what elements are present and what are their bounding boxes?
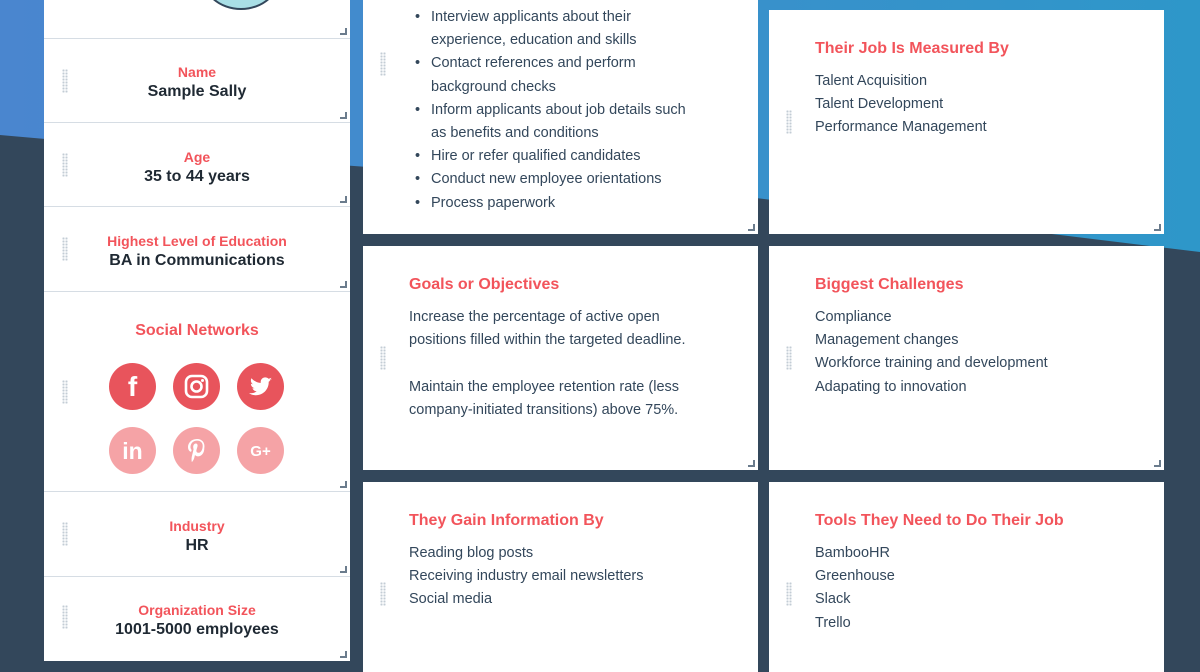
list-item: Compliance: [815, 309, 892, 325]
text-line: [409, 352, 685, 375]
list-item: Slack: [815, 591, 851, 608]
profile-field-industry: [44, 491, 350, 576]
drag-handle[interactable]: [62, 380, 68, 404]
field-value: 35 to 44 years: [144, 168, 250, 185]
card-title: Goals or Objectives: [409, 276, 560, 293]
drag-handle[interactable]: [786, 582, 792, 606]
linkedin-icon[interactable]: [109, 427, 156, 474]
resize-handle[interactable]: [340, 281, 347, 288]
list-item: • Inform applicants about job details such as benefits and conditions: [409, 99, 686, 145]
field-label: Highest Level of Education: [107, 233, 287, 249]
social-networks-card: [44, 291, 350, 491]
measured-by-card: [769, 10, 1164, 234]
field-value: HR: [185, 537, 209, 554]
list-item: Talent Acquisition: [815, 73, 928, 89]
card-body: [815, 70, 987, 140]
instagram-icon[interactable]: [173, 363, 220, 410]
profile-field-age: [44, 122, 350, 206]
card-body: [815, 306, 1048, 399]
card-title: They Gain Information By: [409, 512, 604, 529]
goals-card: [363, 246, 758, 470]
facebook-icon[interactable]: [109, 363, 156, 410]
svg-text:in: in: [122, 438, 143, 464]
list-item: • Hire or refer qualified candidates: [409, 145, 686, 168]
field-label: Organization Size: [138, 602, 256, 618]
text-line: Maintain the employee retention rate (less: [409, 378, 680, 395]
list-item: Trello: [815, 614, 851, 631]
card-body: [409, 306, 685, 422]
text-line: Increase the percentage of active open: [409, 309, 660, 325]
responsibilities-card: [363, 0, 758, 234]
card-body: [409, 542, 644, 612]
drag-handle[interactable]: [380, 52, 386, 76]
field-label: Name: [177, 64, 217, 80]
resize-handle[interactable]: [340, 112, 347, 119]
google-plus-icon[interactable]: [237, 427, 284, 474]
pinterest-icon[interactable]: [173, 427, 220, 474]
field-label: Industry: [169, 518, 225, 534]
resize-handle[interactable]: [340, 28, 347, 35]
svg-text:G+: G+: [250, 443, 271, 460]
list-item: Adapating to innovation: [815, 378, 967, 395]
list-item: • Process paperwork: [409, 192, 686, 215]
card-title: Their Job Is Measured By: [815, 40, 1009, 57]
profile-field-education: [44, 206, 350, 291]
drag-handle[interactable]: [786, 346, 792, 370]
list-item: Performance Management: [815, 119, 987, 136]
social-networks-title: Social Networks: [135, 322, 259, 339]
profile-field-organization-size: [44, 576, 350, 661]
resize-handle[interactable]: [340, 651, 347, 658]
resize-handle[interactable]: [1154, 224, 1161, 231]
list-item: Management changes: [815, 332, 959, 349]
text-line: positions filled within the targeted deadline.: [409, 332, 686, 349]
svg-text:f: f: [127, 371, 138, 402]
avatar-card: [44, 0, 350, 38]
card-title: Biggest Challenges: [815, 276, 964, 293]
responsibilities-list: [409, 6, 686, 215]
text-line: company-initiated transitions) above 75%.: [409, 401, 679, 418]
resize-handle[interactable]: [340, 566, 347, 573]
avatar: [201, 0, 281, 10]
resize-handle[interactable]: [748, 460, 755, 467]
profile-field-name: [44, 38, 350, 122]
resize-handle[interactable]: [748, 224, 755, 231]
list-item: Talent Development: [815, 96, 944, 113]
drag-handle[interactable]: [786, 110, 792, 134]
list-item: • Conduct new employee orientations: [409, 168, 686, 191]
list-item: Social media: [409, 591, 493, 608]
information-card: [363, 482, 758, 672]
list-item: BambooHR: [815, 545, 890, 561]
resize-handle[interactable]: [1154, 460, 1161, 467]
resize-handle[interactable]: [340, 481, 347, 488]
resize-handle[interactable]: [340, 196, 347, 203]
field-value: BA in Communications: [109, 252, 285, 269]
field-label: Age: [183, 149, 211, 165]
drag-handle[interactable]: [380, 346, 386, 370]
tools-card: [769, 482, 1164, 672]
list-item: • Contact references and perform background checks: [409, 52, 686, 98]
list-item: • Interview applicants about their experience, education and skills: [409, 6, 686, 52]
field-value: 1001-5000 employees: [115, 621, 279, 638]
list-item: Receiving industry email newsletters: [409, 568, 644, 585]
field-value: Sample Sally: [147, 83, 247, 100]
list-item: Workforce training and development: [815, 355, 1048, 372]
list-item: Greenhouse: [815, 568, 895, 585]
list-item: Reading blog posts: [409, 545, 534, 561]
card-title: Tools They Need to Do Their Job: [815, 512, 1064, 529]
card-body: [815, 542, 895, 635]
challenges-card: [769, 246, 1164, 470]
drag-handle[interactable]: [380, 582, 386, 606]
twitter-icon[interactable]: [237, 363, 284, 410]
